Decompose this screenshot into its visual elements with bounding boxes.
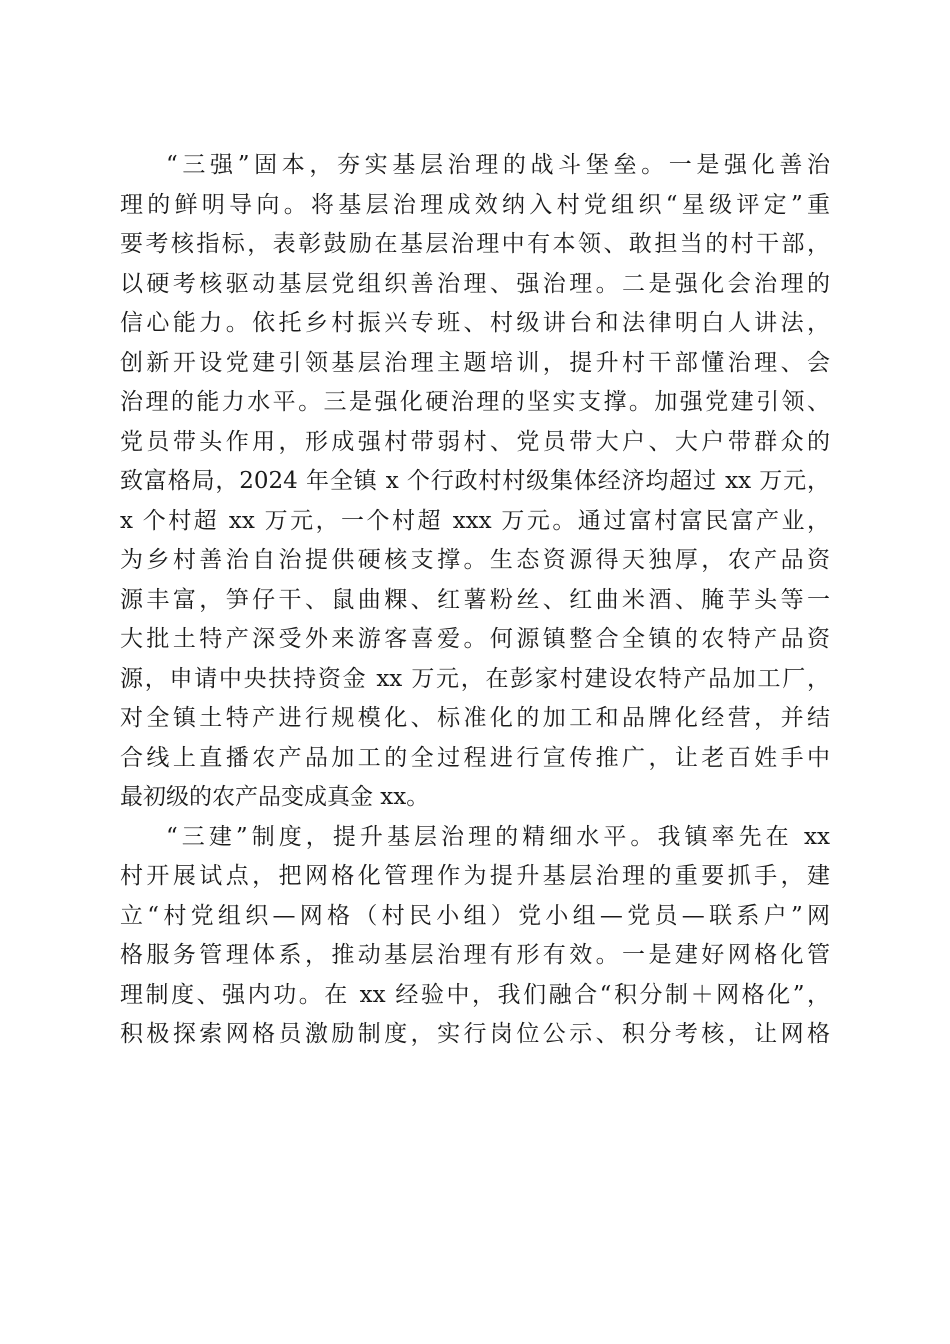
paragraph-line: 信心能力。依托乡村振兴专班、村级讲台和法律明白人讲法， [120, 310, 830, 336]
paragraph-line: 为乡村善治自治提供硬核支撑。生态资源得天独厚，农产品资 [120, 547, 830, 573]
paragraph-1 [120, 146, 830, 818]
paragraph-line: 积极探索网格员激励制度，实行岗位公示、积分考核，让网格 [120, 1021, 830, 1047]
paragraph-line: 格服务管理体系，推动基层治理有形有效。一是建好网格化管 [120, 942, 830, 968]
document-body [120, 146, 830, 1055]
paragraph-line: “三建”制度，提升基层治理的精细水平。我镇率先在 xx [166, 823, 830, 850]
paragraph-line: 源丰富，笋仔干、鼠曲粿、红薯粉丝、红曲米酒、腌芋头等一 [120, 586, 830, 613]
paragraph-2 [120, 818, 830, 1055]
paragraph-line: 理制度、强内功。在 xx 经验中，我们融合“积分制＋网格化”， [120, 981, 830, 1008]
paragraph-line: 理的鲜明导向。将基层治理成效纳入村党组织“星级评定”重 [120, 191, 830, 218]
paragraph-line: 党员带头作用，形成强村带弱村、党员带大户、大户带群众的 [120, 428, 830, 455]
paragraph-line: 最初级的农产品变成真金 xx。 [120, 784, 430, 810]
paragraph-line: x 个村超 xx 万元，一个村超 xxx 万元。通过富村富民富产业， [120, 507, 830, 534]
paragraph-line: 对全镇土特产进行规模化、标准化的加工和品牌化经营，并结 [120, 705, 830, 731]
paragraph-line: 源，申请中央扶持资金 xx 万元，在彭家村建设农特产品加工厂， [120, 665, 830, 692]
paragraph-line: 合线上直播农产品加工的全过程进行宣传推广，让老百姓手中 [120, 744, 830, 771]
paragraph-line: 致富格局，2024 年全镇 x 个行政村村级集体经济均超过 xx 万元， [120, 468, 830, 494]
paragraph-line: 要考核指标，表彰鼓励在基层治理中有本领、敢担当的村干部， [120, 231, 830, 257]
paragraph-line: 大批土特产深受外来游客喜爱。何源镇整合全镇的农特产品资 [120, 626, 830, 652]
paragraph-line: “三强”固本，夯实基层治理的战斗堡垒。一是强化善治 [166, 152, 830, 178]
paragraph-line: 创新开设党建引领基层治理主题培训，提升村干部懂治理、会 [120, 349, 830, 376]
paragraph-line: 村开展试点，把网格化管理作为提升基层治理的重要抓手，建 [120, 863, 830, 889]
paragraph-line: 治理的能力水平。三是强化硬治理的坚实支撑。加强党建引领、 [120, 389, 830, 415]
paragraph-line: 立“村党组织—网格（村民小组）党小组—党员—联系户”网 [120, 902, 830, 929]
paragraph-line: 以硬考核驱动基层党组织善治理、强治理。二是强化会治理的 [120, 270, 830, 297]
